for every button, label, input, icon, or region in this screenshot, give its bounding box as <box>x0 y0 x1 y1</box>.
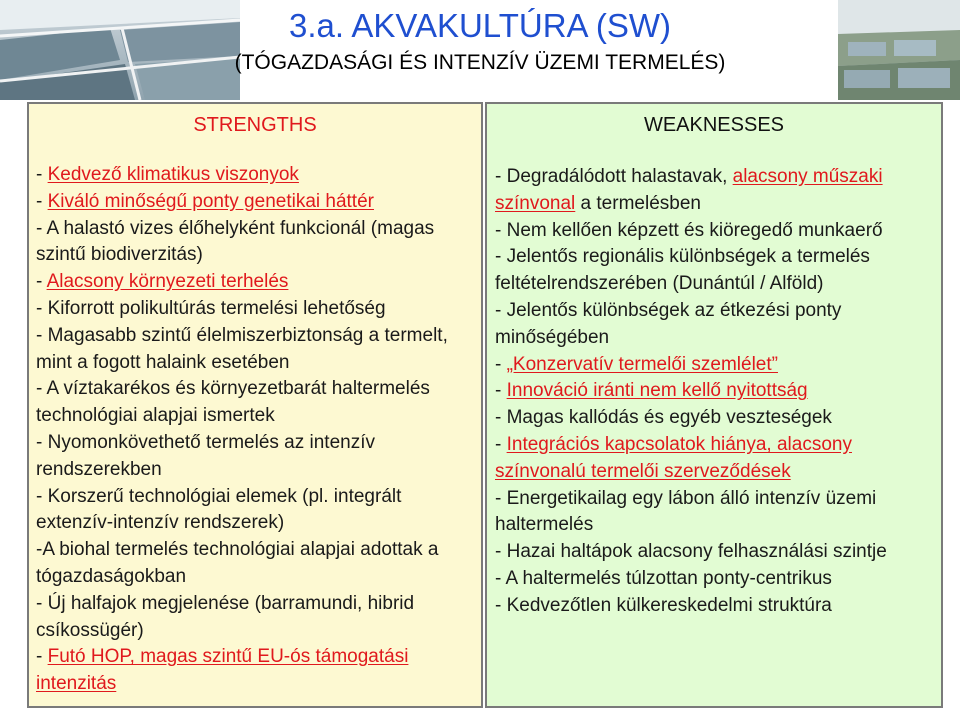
list-item <box>36 323 475 377</box>
highlighted-text: Kiváló minőségű ponty genetikai háttér <box>47 190 374 212</box>
list-item <box>495 405 935 432</box>
item-text: - <box>36 164 48 185</box>
list-item <box>36 537 475 591</box>
item-text: - Kedvezőtlen külkereskedelmi struktúra <box>495 594 832 616</box>
list-item <box>495 298 935 352</box>
item-text: -A biohal termelés technológiai alapjai adottak a tógazdaságokban <box>36 539 439 587</box>
title-prefix: 3.a. <box>288 7 345 44</box>
list-item <box>36 296 475 323</box>
item-text: - <box>36 190 48 212</box>
weaknesses-heading: WEAKNESSES <box>643 114 785 136</box>
highlighted-text: alacsony műszaki színvonal <box>495 166 883 214</box>
item-text: - A víztakarékos és környezetbarát haltermelés technológiai alapjai ismertek <box>36 378 430 427</box>
highlighted-text: Alacsony környezeti terhelés <box>46 271 289 293</box>
item-text: - <box>495 353 507 375</box>
item-text: - <box>495 380 507 402</box>
item-text: - A halastó vizes élőhelyként funkcionál (magas szintű biodiverzitás) <box>36 217 435 266</box>
list-item <box>36 644 475 698</box>
item-text: - Kiforrott polikultúrás termelési lehetőség <box>36 297 386 319</box>
highlighted-text: Integrációs kapcsolatok hiánya, alacsony színvonalú termelői szerveződések <box>495 433 852 482</box>
title-text: AKVAKULTÚRA (SW) <box>351 7 672 44</box>
item-text: - <box>36 646 48 668</box>
strengths-list <box>29 162 481 698</box>
item-text: - A haltermelés túlzottan ponty-centrikus <box>495 567 832 589</box>
item-text: - Energetikailag egy lábon álló intenzív üzemi haltermelés <box>495 487 877 536</box>
item-text: - Magas kallódás és egyéb veszteségek <box>495 407 832 429</box>
item-text: - Korszerű technológiai elemek (pl. integrált extenzív-intenzív rendszerek) <box>36 485 402 534</box>
item-text: - Jelentős regionális különbségek a termelés feltételrendszerében (Dunántúl / Alföld) <box>495 246 870 295</box>
list-item <box>36 269 475 296</box>
list-item <box>495 352 935 379</box>
title-subtitle: (TÓGAZDASÁGI ÉS INTENZÍV ÜZEMI TERMELÉS) <box>234 51 726 74</box>
item-text: - <box>495 433 507 455</box>
title-main <box>150 4 810 48</box>
list-item <box>36 430 475 484</box>
list-item <box>495 566 935 593</box>
list-item <box>495 218 935 245</box>
list-item <box>495 432 935 486</box>
item-text: - Jelentős különbségek az étkezési ponty minőségében <box>495 299 842 348</box>
list-item <box>36 162 475 189</box>
highlighted-text: „Konzervatív termelői szemlélet” <box>506 353 778 375</box>
list-item <box>36 591 475 645</box>
list-item <box>36 216 475 270</box>
list-item <box>495 164 935 218</box>
list-item <box>36 376 475 430</box>
item-text: - Degradálódott halastavak, <box>495 166 733 187</box>
highlighted-text: Innováció iránti nem kellő nyitottság <box>506 380 808 402</box>
item-text: - Nyomonkövethető termelés az intenzív rendszerekben <box>36 431 375 480</box>
weaknesses-panel <box>485 102 943 708</box>
list-item <box>495 486 935 540</box>
list-item <box>36 189 475 216</box>
strengths-heading: STRENGTHS <box>193 114 317 136</box>
fishpond-aerial-photo <box>838 0 960 100</box>
item-text: - <box>36 271 47 293</box>
slide-title <box>150 4 810 76</box>
item-text: - Új halfajok megjelenése (barramundi, hibrid csíkossügér) <box>36 592 415 641</box>
highlighted-text: Futó HOP, magas szintű EU-ós támogatási intenzitás <box>36 646 409 695</box>
list-item <box>36 484 475 538</box>
list-item <box>495 539 935 566</box>
highlighted-text: Kedvező klimatikus viszonyok <box>47 164 299 185</box>
item-text: - Nem kellően képzett és kiöregedő munkaerő <box>495 219 883 241</box>
list-item <box>495 378 935 405</box>
item-text: a termelésben <box>575 192 701 214</box>
list-item <box>495 593 935 620</box>
item-text: - Magasabb szintű élelmiszerbiztonság a termelt, mint a fogott halaink esetében <box>36 324 448 373</box>
item-text: - Hazai haltápok alacsony felhasználási szintje <box>495 541 887 563</box>
weaknesses-list <box>487 164 941 620</box>
strengths-panel <box>27 102 483 708</box>
list-item <box>495 244 935 298</box>
